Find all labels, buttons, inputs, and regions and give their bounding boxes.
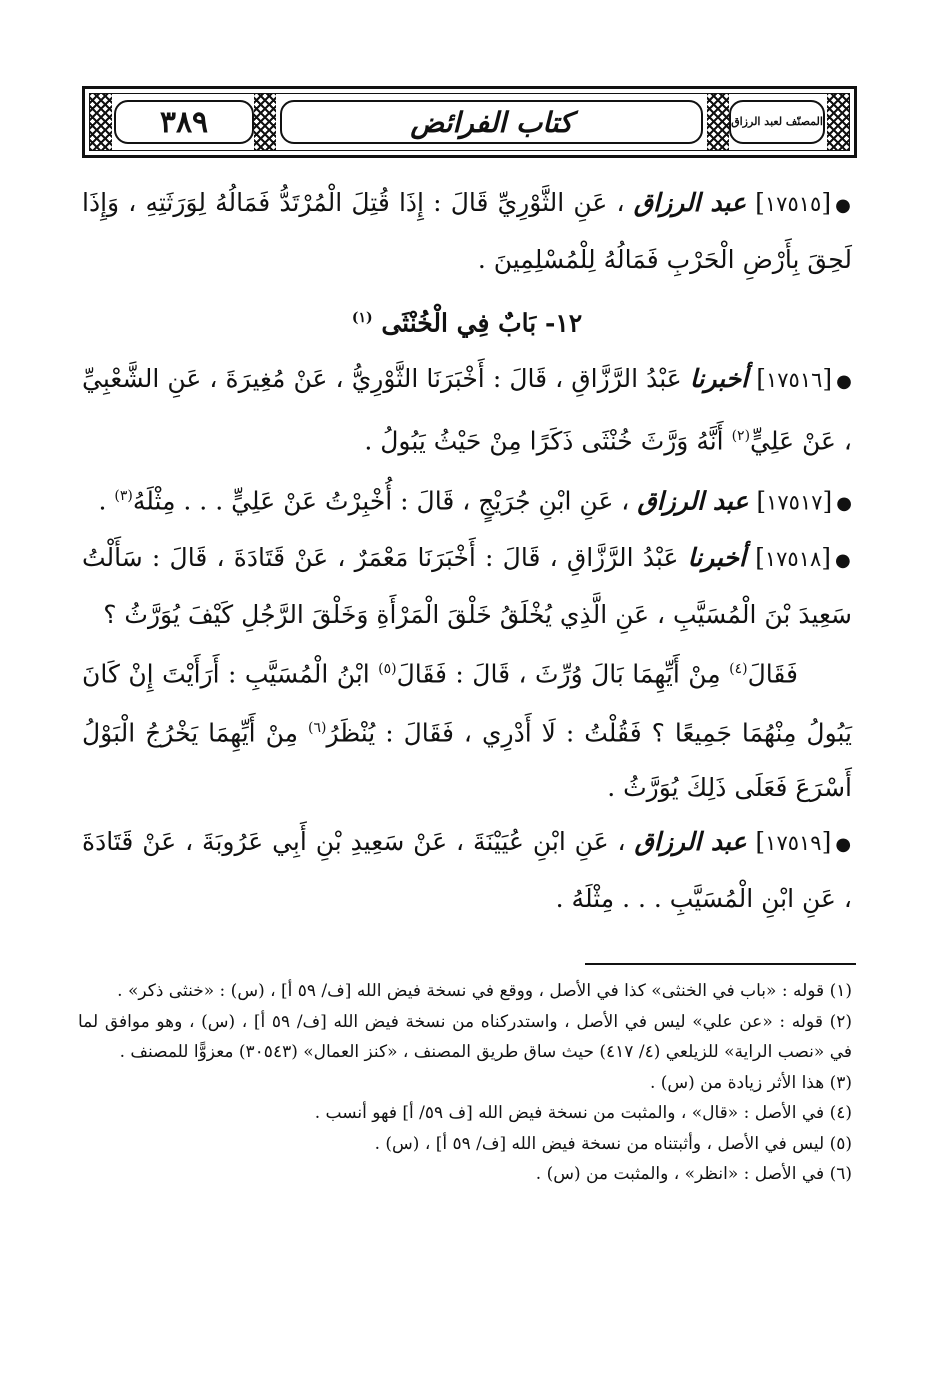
bullet-icon: ●	[835, 549, 852, 571]
hadith-17519: ●[١٧٥١٩] عبد الرزاق ، عَنِ ابْنِ عُيَيْنَةَ ، عَنْ سَعِيدِ بْنِ أَبِي عَرُوبَةَ ، عَنْ قَتَادَةَ ، عَنِ ابْنِ الْمُسَيَّبِ . . . مِثْلَهُ .	[82, 826, 852, 913]
hadith-text: عَبْدُ الرَّزَّاقِ ، قَالَ : أَخْبَرَنَا مَعْمَرٌ ، عَنْ قَتَادَةَ ، قَالَ : سَأَلْتُ سَعِيدَ بْنَ الْمُسَيَّبِ ، عَنِ الَّذِي يُخْلَقُ خَلْقَ الْمَرْأَةِ وَخَلْقَ الرَّجُلِ كَيْفَ يُوَرَّثُ ؟	[82, 542, 852, 629]
hadith-text: ، عَنِ الثَّوْرِيِّ قَالَ : إِذَا قُتِلَ الْمُرْتَدُّ فَمَالُهُ لِوَرَثَتِهِ ، وَإِذَا لَحِقَ بِأَرْضِ الْحَرْبِ فَمَالُهُ لِلْمُسْلِمِينَ .	[82, 188, 852, 274]
footnotes	[78, 976, 852, 1190]
hadith-text: أَنَّهُ وَرَّثَ خُنْثَى ذَكَرًا مِنْ حَيْثُ يَبُولُ .	[364, 426, 724, 456]
hadith-text: عَبْدُ الرَّزَّاقِ ، قَالَ : أَخْبَرَنَا الثَّوْرِيُّ ، عَنْ مُغِيرَةَ ، عَنِ الشَّعْبِيِّ ، عَنْ عَلِيٍّ	[82, 364, 852, 456]
section-heading-text: ١٢- بَابٌ فِي الْخُنْثَى	[381, 308, 583, 338]
footnote-ref: (١)	[351, 310, 373, 326]
hadith-17517: ●[١٧٥١٧] عبد الرزاق ، عَنِ ابْنِ جُرَيْجٍ ، قَالَ : أُخْبِرْتُ عَنْ عَلِيٍّ . . . مِثْلَهُ$^{(٣)}$ .	[98, 485, 852, 515]
bullet-icon: ●	[835, 833, 852, 855]
footnote-ref: (٦)	[307, 720, 327, 737]
hadith-number: ١٧٥١٥	[764, 192, 822, 216]
footnote-ref: (٤)	[729, 660, 748, 677]
narrator: أخبرنا	[687, 542, 746, 572]
footnote-ref: (٥)	[378, 660, 397, 677]
hadith-17516: ●[١٧٥١٦] أخبرنا عَبْدُ الرَّزَّاقِ ، قَالَ : أَخْبَرَنَا الثَّوْرِيُّ ، عَنْ مُغِيرَةَ ، عَنِ الشَّعْبِيِّ ، عَنْ عَلِيٍّ$^{(٢)}$ أَنَّهُ وَرَّثَ خُنْثَى ذَكَرًا مِنْ حَيْثُ يَبُولُ .	[82, 364, 852, 456]
bullet-icon: ●	[836, 371, 852, 393]
chapter-title: كتاب الفرائض	[280, 100, 703, 144]
narrator: أخبرنا	[689, 364, 749, 394]
header-frame	[89, 93, 850, 151]
hadith-text: ، عَنِ ابْنِ عُيَيْنَةَ ، عَنْ سَعِيدِ بْنِ أَبِي عَرُوبَةَ ، عَنْ قَتَادَةَ ، عَنِ ابْنِ الْمُسَيَّبِ . . . مِثْلَهُ .	[82, 826, 852, 913]
bullet-icon: ●	[835, 195, 852, 216]
ornament-border	[254, 94, 276, 150]
ornament-border	[90, 94, 112, 150]
hadith-number: ١٧٥١٦	[765, 368, 823, 393]
paragraph-text: ابْنُ الْمُسَيَّبِ : أَرَأَيْتَ إِنْ كَانَ يَبُولُ مِنْهُمَا جَمِيعًا ؟ فَقُلْتُ : لَا أَدْرِي ، فَقَالَ : يُنْظَرُ	[82, 659, 852, 748]
hadith-17515: ●[١٧٥١٥] عبد الرزاق ، عَنِ الثَّوْرِيِّ قَالَ : إِذَا قُتِلَ الْمُرْتَدُّ فَمَالُهُ لِوَرَثَتِهِ ، وَإِذَا لَحِقَ بِأَرْضِ الْحَرْبِ فَمَالُهُ لِلْمُسْلِمِينَ .	[82, 188, 852, 274]
paragraph-text: مِنْ أَيِّهِمَا يَخْرُجُ الْبَوْلُ أَسْرَعَ فَعَلَى ذَلِكَ يُوَرَّثُ .	[82, 718, 852, 802]
footnote-ref: (٣)	[114, 487, 133, 504]
hadith-17518: ●[١٧٥١٨] أخبرنا عَبْدُ الرَّزَّاقِ ، قَالَ : أَخْبَرَنَا مَعْمَرٌ ، عَنْ قَتَادَةَ ، قَالَ : سَأَلْتُ سَعِيدَ بْنَ الْمُسَيَّبِ ، عَنِ الَّذِي يُخْلَقُ خَلْقَ الْمَرْأَةِ وَخَلْقَ الرَّجُلِ كَيْفَ يُوَرَّثُ ؟	[82, 542, 852, 629]
footnote-3: (٣) هذا الأثر زيادة من (س) .	[649, 1072, 852, 1093]
hadith-number: ١٧٥١٩	[765, 830, 822, 855]
footnote-divider	[585, 963, 856, 965]
ornament-border	[827, 94, 849, 150]
footnote-1: (١) قوله : «باب في الخنثى» كذا في الأصل ، ووقع في نسخة فيض الله [ف/ ٥٩ أ] ، (س) : «خنثى ذكر» .	[117, 981, 852, 1001]
page-number: ٣٨٩	[114, 100, 254, 144]
book-logo: المصنّف لعبد الرزاق	[729, 100, 825, 144]
hadith-number: ١٧٥١٧	[766, 489, 823, 514]
hadith-text: ، عَنِ ابْنِ جُرَيْجٍ ، قَالَ : أُخْبِرْتُ عَنْ عَلِيٍّ . . . مِثْلَهُ	[132, 485, 630, 515]
narrator: عبد الرزاق	[637, 485, 749, 515]
paragraph-text: مِنْ أَيِّهِمَا بَالَ وُرِّثَ ، قَالَ : فَقَالَ	[396, 659, 721, 689]
paragraph-text: فَقَالَ	[747, 659, 798, 689]
ornament-border	[707, 94, 729, 150]
section-heading	[82, 293, 852, 348]
footnote-ref: (٢)	[731, 428, 751, 445]
bullet-icon: ●	[836, 492, 852, 514]
narrator: عبد الرزاق	[634, 826, 747, 856]
footnote-5: (٥) ليس في الأصل ، وأثبتناه من نسخة فيض الله [ف/ ٥٩ أ] ، (س) .	[374, 1133, 852, 1154]
hadith-number: ١٧٥١٨	[764, 546, 822, 571]
running-header	[82, 86, 857, 158]
main-text	[82, 176, 852, 926]
narrator: عبد الرزاق	[633, 188, 746, 217]
answer-paragraph	[82, 642, 852, 815]
footnote-6: (٦) في الأصل : «انظر» ، والمثبت من (س) .	[535, 1164, 852, 1184]
footnote-2: (٢) قوله : «عن علي» ليس في الأصل ، واستدركناه من نسخة فيض الله [ف/ ٥٩ أ] ، (س) ، وهو موافق لما في «نصب الراية» للزيلعي (٤/ ٤١٧) حيث ساق طريق المصنف ، «كنز العمال» (٣٠٥٤٣) معزوًّا للمصنف .	[78, 1011, 853, 1062]
footnote-4: (٤) في الأصل : «قال» ، والمثبت من نسخة فيض الله [ف ٥٩/ أ] فهو أنسب .	[314, 1103, 852, 1123]
